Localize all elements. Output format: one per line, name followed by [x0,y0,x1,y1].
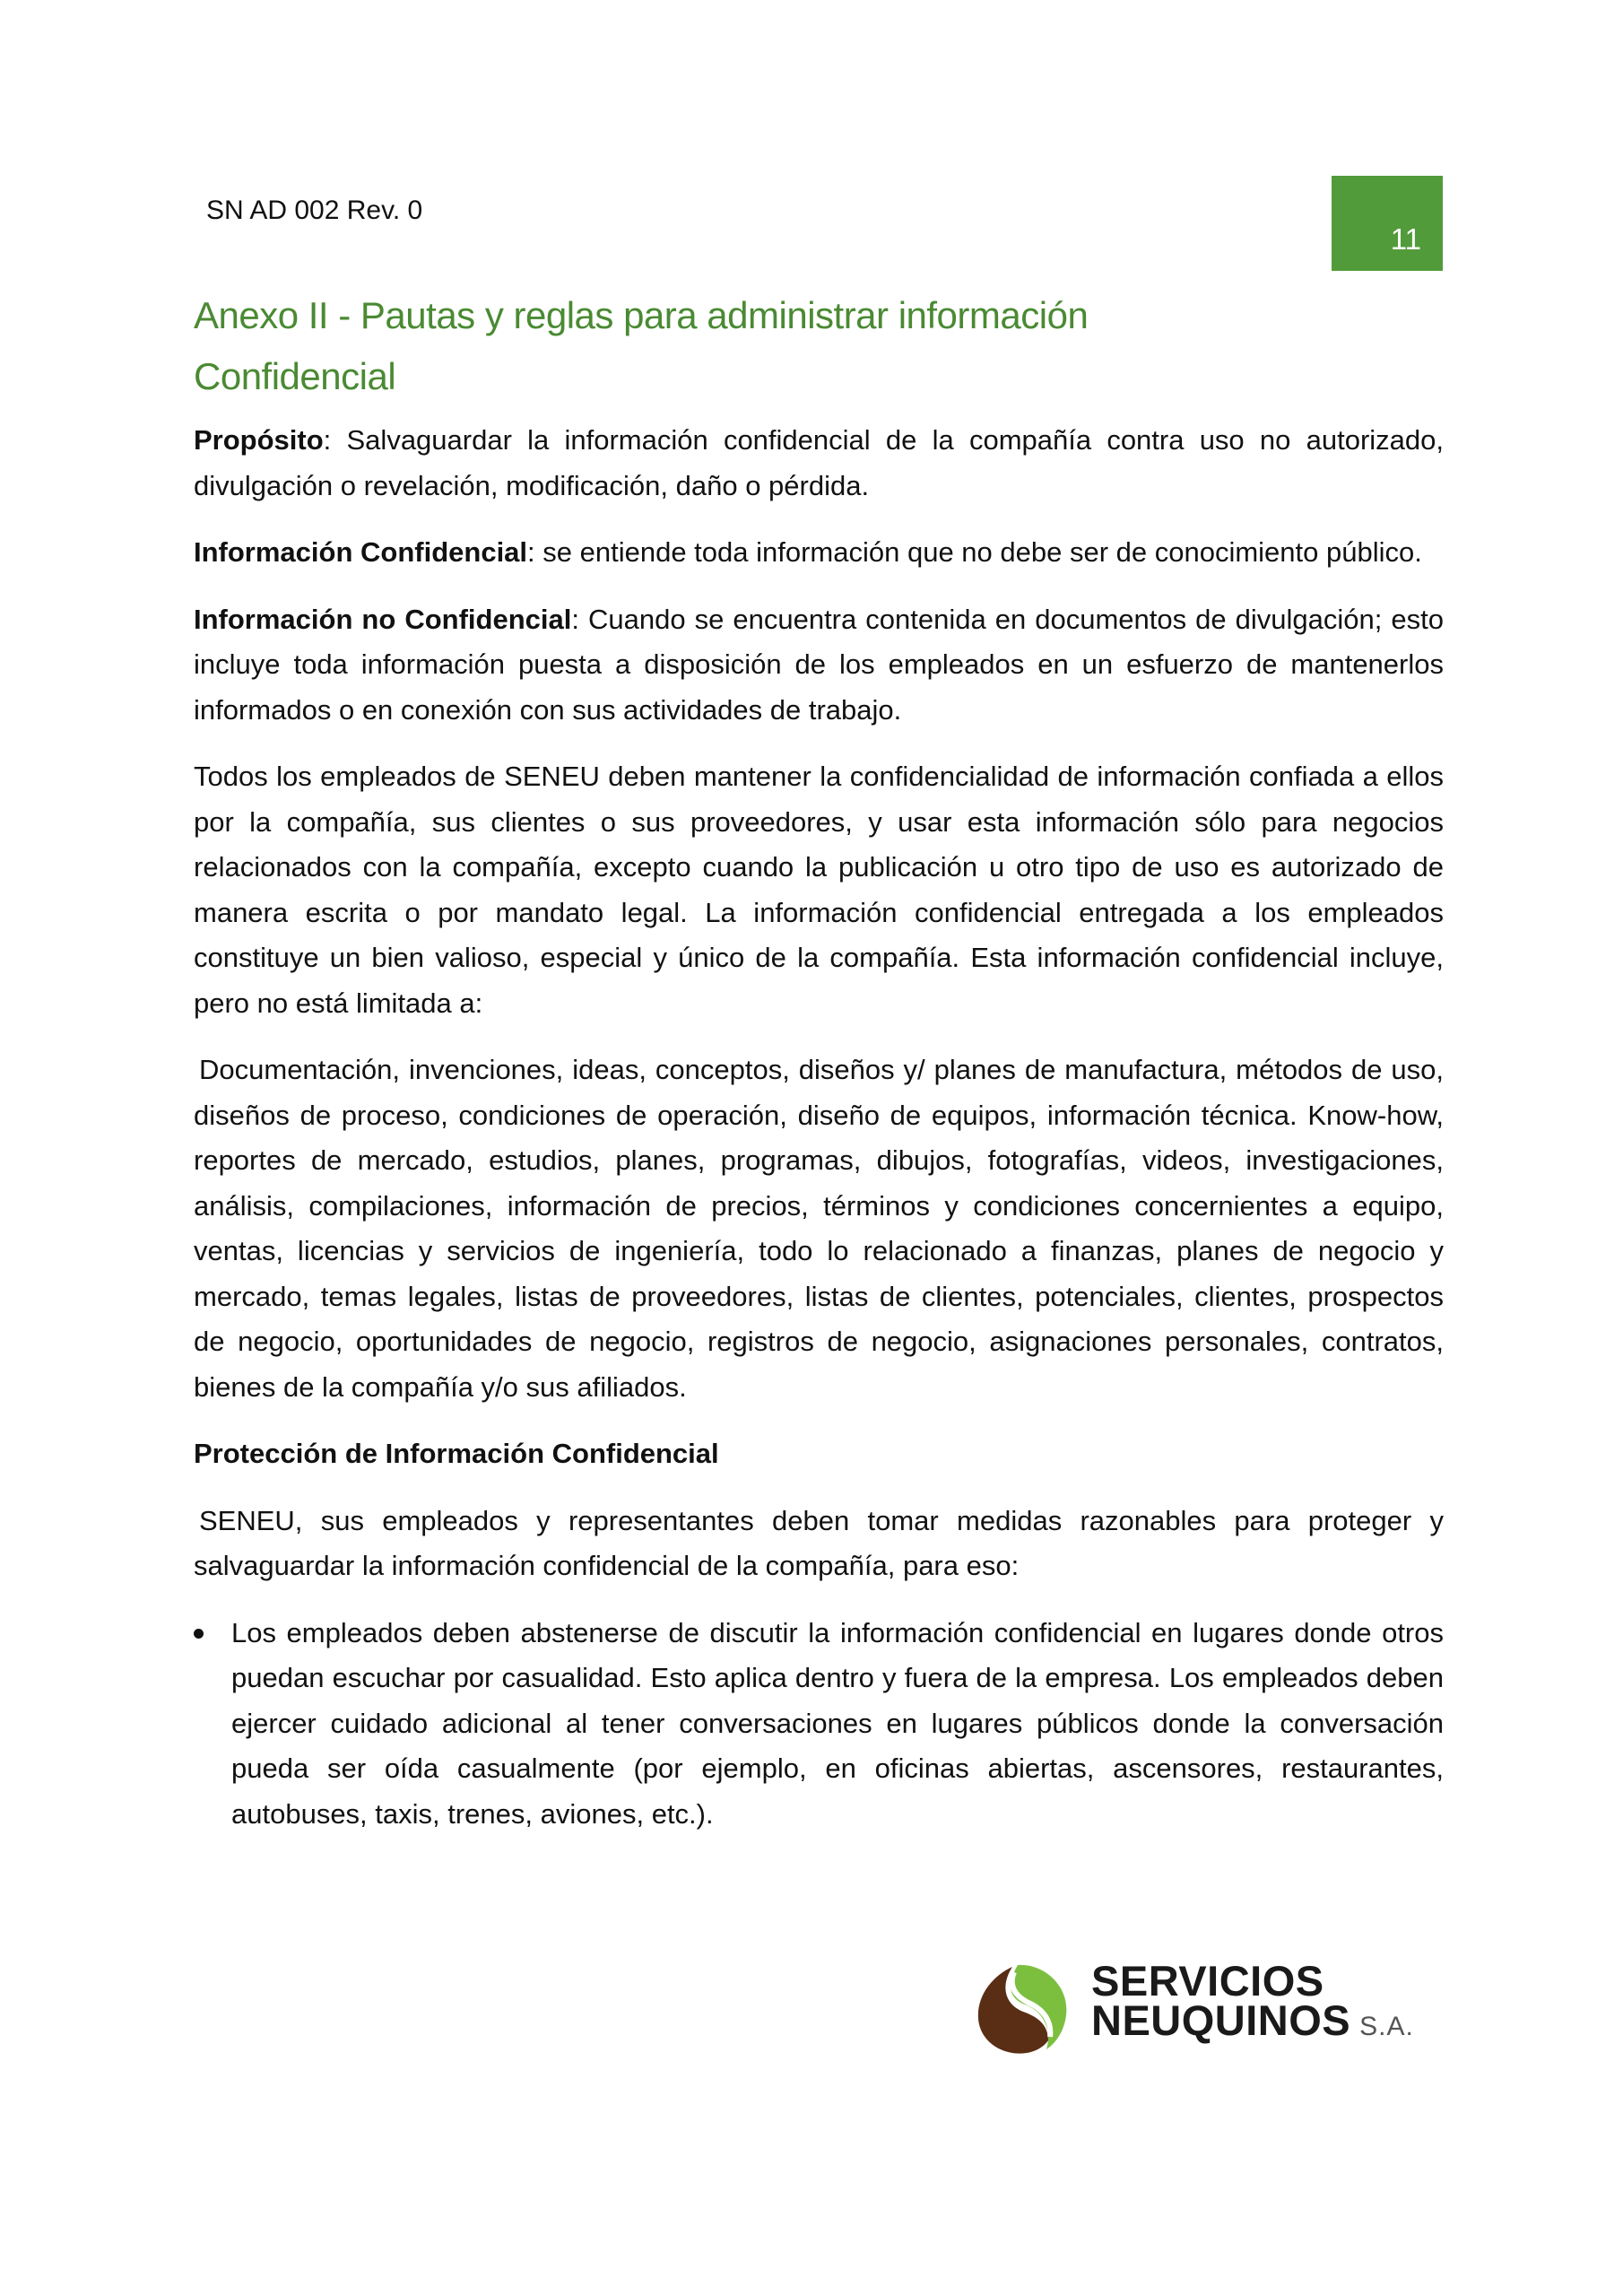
logo-suffix: S.A. [1359,2012,1414,2041]
logo-line-1: SERVICIOS [1091,1957,1324,2005]
company-logo [973,1957,1439,2067]
protection-intro: SENEU, sus empleados y representantes deben tomar medidas razonables para proteger y salvaguardar la información confidencial de la compañía, para eso: [194,1504,1444,1581]
logo-leaf-icon [973,1960,1072,2058]
confidential-definition [194,530,1444,576]
purpose-paragraph [194,418,1444,509]
bullet-icon [194,1629,204,1639]
title-line-1: Anexo II - Pautas y reglas para administrar información [194,294,1089,336]
non-confidential-definition [194,597,1444,734]
protection-bullets [194,1611,1444,1838]
title-line-2: Confidencial [194,355,396,397]
page-number-badge [1332,176,1443,271]
logo-wordmark [1091,1957,1414,2047]
bullet-text: Los empleados deben abstenerse de discutir la información confidencial en lugares donde otros puedan escuchar por casualidad. Esto aplica dentro y fuera de la empresa. Los empleados deben ejercer cuidado adicional al tener conversaciones en lugares públicos donde la conversación pueda ser oída casualmente (por ejemplo, en oficinas abiertas, ascensores, restaurantes, autobuses, taxis, trenes, aviones, etc.). [231,1616,1444,1830]
page-number: 11 [1390,222,1421,256]
confidential-label: Información Confidencial [194,536,528,568]
confidential-text: : se entiende toda información que no debe ser de conocimiento público. [527,536,1422,568]
document-body [194,418,1444,1837]
confidential-items-paragraph: Documentación, invenciones, ideas, conceptos, diseños y/ planes de manufactura, métodos de uso, diseños de proceso, condiciones de operación, diseño de equipos, información técnica. Know-how, reportes de mercado, estudios, planes, programas, dibujos, fotografías, videos, investigaciones, análisis, compilaciones, información de precios, términos y condiciones concernientes a equipo, ventas, licencias y servicios de ingeniería, todo lo relacionado a finanzas, planes de negocio y mercado, temas legales, listas de proveedores, listas de clientes, potenciales, clientes, prospectos de negocio, oportunidades de negocio, registros de negocio, asignaciones personales, contratos, bienes de la compañía y/o sus afiliados. [194,1054,1444,1403]
bullet-item [194,1611,1444,1838]
non-confidential-text: : Cuando se encuentra contenida en documentos de divulgación; esto incluye toda información puesta a disposición de los empleados en un esfuerzo de mantenerlos informados o en conexión con sus actividades de trabajo. [194,603,1444,726]
protection-heading: Protección de Información Confidencial [194,1438,719,1469]
non-confidential-label: Información no Confidencial [194,603,572,635]
document-code: SN AD 002 Rev. 0 [206,196,423,225]
employees-paragraph: Todos los empleados de SENEU deben mantener la confidencialidad de información confiada a ellos por la compañía, sus clientes o sus proveedores, y usar esta información sólo para negocios relacionados con la compañía, excepto cuando la publicación u otro tipo de uso es autorizado de manera escrita o por mandato legal. La información confidencial entregada a los empleados constituye un bien valioso, especial y único de la compañía. Esta información confidencial incluye, pero no está limitada a: [194,761,1444,1019]
purpose-label: Propósito [194,424,324,456]
page-title [194,285,1449,407]
purpose-text: : Salvaguardar la información confidencial de la compañía contra uso no autorizado, divulgación o revelación, modificación, daño o pérdida. [194,424,1444,501]
logo-line-2-text: NEUQUINOS [1091,1996,1351,2044]
logo-line-2 [1091,1996,1414,2047]
